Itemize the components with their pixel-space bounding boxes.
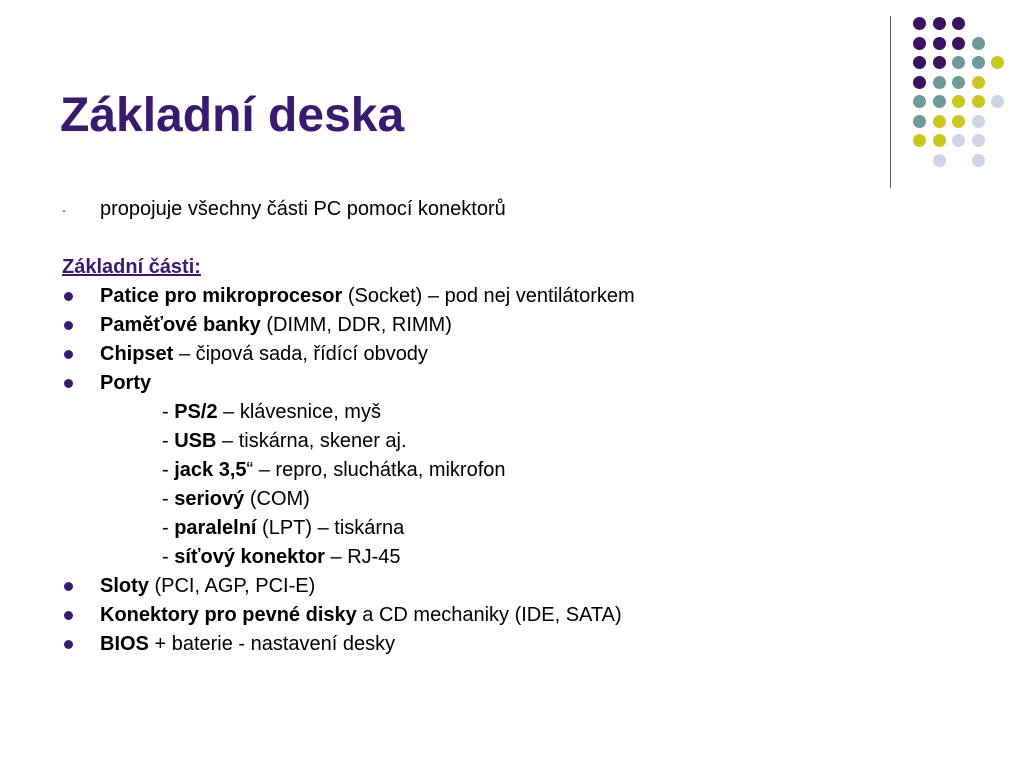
decorative-dot [913,115,926,128]
decorative-dot [991,95,1004,108]
port-description: (COM) [244,488,310,510]
decorative-dot [933,154,946,167]
decorative-dot [933,134,946,147]
bullet-dot [64,611,73,620]
port-item [62,485,962,514]
decorative-dot [972,76,985,89]
port-description: “ – repro, sluchátka, mikrofon [246,459,506,481]
bullet-bold-term: Chipset [100,343,174,365]
decorative-dot [913,37,926,50]
decorative-dot [913,95,926,108]
decorative-dot [933,115,946,128]
decorative-dot [972,134,985,147]
decorative-dot [952,76,965,89]
spacer [62,224,962,253]
port-item [62,543,962,572]
decorative-dot [933,76,946,89]
decorative-dot [991,56,1004,69]
slide-title: Základní deska [60,89,405,142]
section-heading: Základní části: [62,256,201,278]
bullet-dot [64,640,73,649]
bullet-dot [64,321,73,330]
bullet-description: (Socket) – pod nej ventilátorkem [342,285,635,307]
decorative-dot [933,56,946,69]
bullet-description: a CD mechaniky (IDE, SATA) [356,604,622,626]
port-prefix: - [162,488,175,510]
port-bold-term: síťový konektor [174,546,325,568]
decorative-dot [933,95,946,108]
decorative-dot [952,56,965,69]
decorative-dot [972,37,985,50]
port-prefix: - [162,401,175,423]
port-prefix: - [162,430,175,452]
bullet-dot [64,292,73,301]
dash-marker: - [62,203,66,217]
port-item [62,398,962,427]
bullet-item [62,282,962,311]
decorative-dot [913,76,926,89]
bullet-bold-term: Porty [100,372,152,394]
bullet-bold-term: Paměťové banky [100,314,261,336]
port-description: (LPT) – tiskárna [256,517,405,539]
decorative-dot [913,17,926,30]
port-bold-term: paralelní [174,517,257,539]
decorative-dot [972,154,985,167]
intro-line [62,195,962,224]
port-bold-term: USB [174,430,217,452]
bullet-bold-term: Sloty [100,575,149,597]
decorative-dot [972,56,985,69]
bullet-item [62,369,962,398]
bullet-item [62,601,962,630]
intro-text: propojuje všechny části PC pomocí konektorů [100,198,506,220]
decorative-dot [972,95,985,108]
bullet-description: + baterie - nastavení desky [148,633,396,655]
bullet-bold-term: Konektory pro pevné disky [100,604,357,626]
port-description: – tiskárna, skener aj. [216,430,407,452]
decorative-dot [933,17,946,30]
decorative-dot [972,115,985,128]
decorative-dot [913,134,926,147]
slide-body [62,195,962,659]
decorative-dot [952,134,965,147]
port-item [62,427,962,456]
bullet-item [62,630,962,659]
decorative-dot [952,115,965,128]
bullet-description: (DIMM, DDR, RIMM) [260,314,452,336]
decorative-dot-grid [0,0,1024,200]
decorative-dot [952,95,965,108]
port-item [62,456,962,485]
bullet-item [62,311,962,340]
bullet-bold-term: BIOS [100,633,149,655]
port-item [62,514,962,543]
bullet-description: (PCI, AGP, PCI-E) [148,575,316,597]
port-description: – RJ-45 [324,546,401,568]
port-bold-term: seriový [174,488,245,510]
bullet-dot [64,379,73,388]
port-prefix: - [162,459,175,481]
port-prefix: - [162,546,175,568]
bullet-item [62,340,962,369]
bullet-dot [64,582,73,591]
decorative-dot [933,37,946,50]
port-prefix: - [162,517,175,539]
port-description: – klávesnice, myš [217,401,381,423]
port-bold-term: PS/2 [174,401,218,423]
bullet-description: – čipová sada, řídící obvody [173,343,428,365]
decorative-dot [913,56,926,69]
bullet-bold-term: Patice pro mikroprocesor [100,285,343,307]
decorative-dot [952,37,965,50]
bullet-dot [64,350,73,359]
port-bold-term: jack 3,5 [174,459,247,481]
bullet-item [62,572,962,601]
decorative-dot [952,17,965,30]
